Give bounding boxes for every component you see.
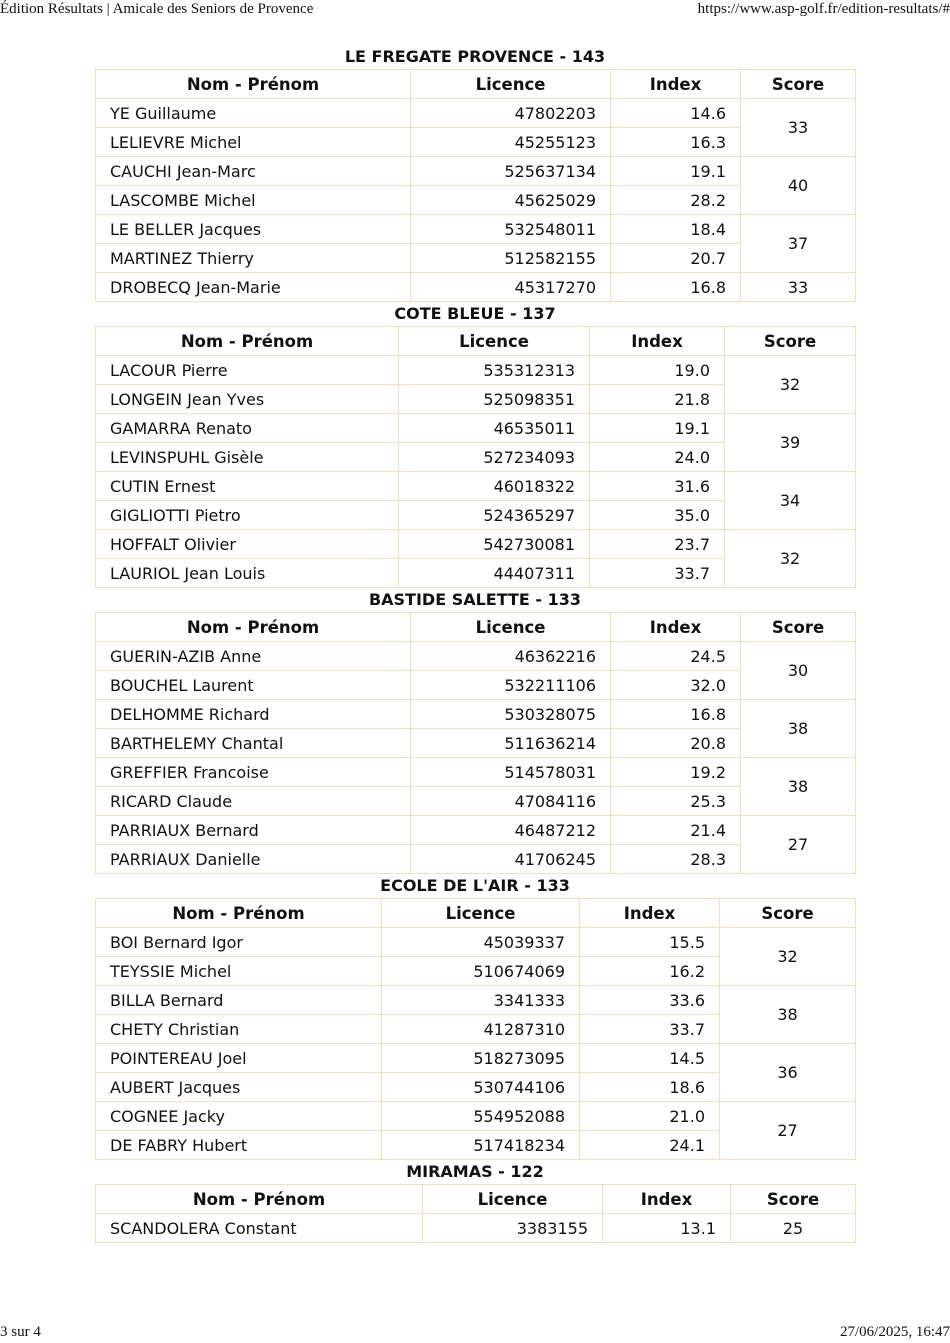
player-name: DROBECQ Jean-Marie — [96, 273, 411, 302]
header-index: Index — [590, 327, 725, 356]
table-row — [96, 642, 856, 671]
player-name: COGNEE Jacky — [96, 1102, 382, 1131]
team-score: 32 — [725, 530, 856, 588]
player-name: POINTEREAU Joel — [96, 1044, 382, 1073]
header-name: Nom - Prénom — [96, 70, 411, 99]
player-name: LAURIOL Jean Louis — [96, 559, 399, 588]
player-name: PARRIAUX Danielle — [96, 845, 411, 874]
player-name: GREFFIER Francoise — [96, 758, 411, 787]
player-index: 28.2 — [611, 186, 741, 215]
player-licence: 518273095 — [382, 1044, 580, 1073]
table-row — [96, 472, 856, 501]
team-score: 27 — [720, 1102, 856, 1160]
player-name: BOUCHEL Laurent — [96, 671, 411, 700]
table-row — [96, 1044, 856, 1073]
player-name: HOFFALT Olivier — [96, 530, 399, 559]
team-title: COTE BLEUE - 137 — [394, 304, 556, 323]
header-name: Nom - Prénom — [96, 613, 411, 642]
team-score: 38 — [741, 700, 856, 758]
player-index: 14.5 — [580, 1044, 720, 1073]
player-index: 33.7 — [590, 559, 725, 588]
player-index: 19.1 — [611, 157, 741, 186]
player-name: GAMARRA Renato — [96, 414, 399, 443]
player-licence: 41287310 — [382, 1015, 580, 1044]
player-index: 19.1 — [590, 414, 725, 443]
player-licence: 41706245 — [411, 845, 611, 874]
team-score: 32 — [725, 356, 856, 414]
team-score: 38 — [720, 986, 856, 1044]
player-name: LE BELLER Jacques — [96, 215, 411, 244]
player-index: 16.2 — [580, 957, 720, 986]
player-index: 23.7 — [590, 530, 725, 559]
team-score: 33 — [741, 273, 856, 302]
player-index: 19.2 — [611, 758, 741, 787]
player-licence: 532211106 — [411, 671, 611, 700]
player-licence: 46487212 — [411, 816, 611, 845]
page-number: 3 sur 4 — [0, 1324, 41, 1340]
team-score: 30 — [741, 642, 856, 700]
player-licence: 542730081 — [399, 530, 590, 559]
header-index: Index — [580, 899, 720, 928]
player-licence: 527234093 — [399, 443, 590, 472]
team-score: 39 — [725, 414, 856, 472]
player-name: CUTIN Ernest — [96, 472, 399, 501]
player-name: BOI Bernard Igor — [96, 928, 382, 957]
player-licence: 514578031 — [411, 758, 611, 787]
player-licence: 511636214 — [411, 729, 611, 758]
player-index: 16.3 — [611, 128, 741, 157]
table-row — [96, 530, 856, 559]
player-index: 20.7 — [611, 244, 741, 273]
player-index: 21.4 — [611, 816, 741, 845]
page-title: Édition Résultats | Amicale des Seniors de Provence — [0, 1, 314, 17]
player-index: 14.6 — [611, 99, 741, 128]
player-licence: 530328075 — [411, 700, 611, 729]
player-licence: 532548011 — [411, 215, 611, 244]
player-name: CHETY Christian — [96, 1015, 382, 1044]
header-licence: Licence — [382, 899, 580, 928]
player-index: 18.6 — [580, 1073, 720, 1102]
player-licence: 525637134 — [411, 157, 611, 186]
player-index: 19.0 — [590, 356, 725, 385]
results-table — [95, 1184, 856, 1243]
player-index: 28.3 — [611, 845, 741, 874]
header-index: Index — [603, 1185, 731, 1214]
table-row — [96, 99, 856, 128]
player-name: PARRIAUX Bernard — [96, 816, 411, 845]
player-name: GUERIN-AZIB Anne — [96, 642, 411, 671]
results-table — [95, 326, 856, 588]
player-licence: 47802203 — [411, 99, 611, 128]
results-table — [95, 898, 856, 1160]
table-row — [96, 356, 856, 385]
page-url: https://www.asp-golf.fr/edition-resultats/# — [697, 1, 950, 17]
player-name: MARTINEZ Thierry — [96, 244, 411, 273]
player-index: 35.0 — [590, 501, 725, 530]
player-index: 24.0 — [590, 443, 725, 472]
header-licence: Licence — [411, 613, 611, 642]
player-name: YE Guillaume — [96, 99, 411, 128]
player-index: 21.8 — [590, 385, 725, 414]
header-licence: Licence — [411, 70, 611, 99]
header-name: Nom - Prénom — [96, 327, 399, 356]
player-licence: 510674069 — [382, 957, 580, 986]
results-table — [95, 612, 856, 874]
player-name: TEYSSIE Michel — [96, 957, 382, 986]
header-name: Nom - Prénom — [96, 899, 382, 928]
player-name: LEVINSPUHL Gisèle — [96, 443, 399, 472]
table-row — [96, 758, 856, 787]
player-licence: 554952088 — [382, 1102, 580, 1131]
player-index: 18.4 — [611, 215, 741, 244]
table-row — [96, 1102, 856, 1131]
table-row — [96, 414, 856, 443]
player-licence: 44407311 — [399, 559, 590, 588]
player-index: 25.3 — [611, 787, 741, 816]
header-score: Score — [741, 70, 856, 99]
header-index: Index — [611, 70, 741, 99]
player-licence: 45625029 — [411, 186, 611, 215]
player-licence: 45255123 — [411, 128, 611, 157]
player-name: CAUCHI Jean-Marc — [96, 157, 411, 186]
header-score: Score — [720, 899, 856, 928]
player-licence: 3383155 — [423, 1214, 603, 1243]
header-licence: Licence — [423, 1185, 603, 1214]
table-row — [96, 157, 856, 186]
player-licence: 45039337 — [382, 928, 580, 957]
team-title: LE FREGATE PROVENCE - 143 — [344, 47, 606, 66]
team-score: 34 — [725, 472, 856, 530]
player-index: 20.8 — [611, 729, 741, 758]
team-score: 27 — [741, 816, 856, 874]
table-row — [96, 816, 856, 845]
table-row — [96, 215, 856, 244]
team-score: 33 — [741, 99, 856, 157]
player-licence: 535312313 — [399, 356, 590, 385]
player-index: 15.5 — [580, 928, 720, 957]
player-index: 24.1 — [580, 1131, 720, 1160]
player-index: 24.5 — [611, 642, 741, 671]
player-licence: 525098351 — [399, 385, 590, 414]
print-datetime: 27/06/2025, 16:47 — [839, 1324, 950, 1340]
header-score: Score — [731, 1185, 856, 1214]
print-header — [0, 0, 950, 20]
header-score: Score — [741, 613, 856, 642]
header-licence: Licence — [399, 327, 590, 356]
header-index: Index — [611, 613, 741, 642]
player-licence: 530744106 — [382, 1073, 580, 1102]
player-index: 16.8 — [611, 273, 741, 302]
player-licence: 45317270 — [411, 273, 611, 302]
player-name: BILLA Bernard — [96, 986, 382, 1015]
team-score: 36 — [720, 1044, 856, 1102]
player-licence: 524365297 — [399, 501, 590, 530]
header-score: Score — [725, 327, 856, 356]
header-name: Nom - Prénom — [96, 1185, 423, 1214]
player-name: DELHOMME Richard — [96, 700, 411, 729]
team-score: 40 — [741, 157, 856, 215]
table-row — [96, 273, 856, 302]
results-table — [95, 69, 856, 302]
player-licence: 46535011 — [399, 414, 590, 443]
table-row — [96, 928, 856, 957]
print-footer — [0, 1323, 950, 1343]
table-row — [96, 986, 856, 1015]
player-licence: 512582155 — [411, 244, 611, 273]
player-licence: 3341333 — [382, 986, 580, 1015]
team-title: BASTIDE SALETTE - 133 — [368, 590, 582, 609]
player-name: BARTHELEMY Chantal — [96, 729, 411, 758]
player-index: 31.6 — [590, 472, 725, 501]
player-name: AUBERT Jacques — [96, 1073, 382, 1102]
player-index: 21.0 — [580, 1102, 720, 1131]
player-index: 33.7 — [580, 1015, 720, 1044]
player-index: 32.0 — [611, 671, 741, 700]
team-title: ECOLE DE L'AIR - 133 — [380, 876, 570, 895]
player-name: SCANDOLERA Constant — [96, 1214, 423, 1243]
player-name: LONGEIN Jean Yves — [96, 385, 399, 414]
player-index: 33.6 — [580, 986, 720, 1015]
player-index: 16.8 — [611, 700, 741, 729]
player-licence: 47084116 — [411, 787, 611, 816]
player-licence: 46362216 — [411, 642, 611, 671]
player-index: 13.1 — [603, 1214, 731, 1243]
team-score: 25 — [731, 1214, 856, 1243]
player-name: LACOUR Pierre — [96, 356, 399, 385]
player-name: GIGLIOTTI Pietro — [96, 501, 399, 530]
team-score: 38 — [741, 758, 856, 816]
team-score: 32 — [720, 928, 856, 986]
team-score: 37 — [741, 215, 856, 273]
player-name: DE FABRY Hubert — [96, 1131, 382, 1160]
player-name: LASCOMBE Michel — [96, 186, 411, 215]
table-row — [96, 700, 856, 729]
player-name: LELIEVRE Michel — [96, 128, 411, 157]
player-licence: 517418234 — [382, 1131, 580, 1160]
results-sections — [95, 45, 855, 1243]
player-name: RICARD Claude — [96, 787, 411, 816]
table-row — [96, 1214, 856, 1243]
player-licence: 46018322 — [399, 472, 590, 501]
team-title: MIRAMAS - 122 — [406, 1162, 544, 1181]
